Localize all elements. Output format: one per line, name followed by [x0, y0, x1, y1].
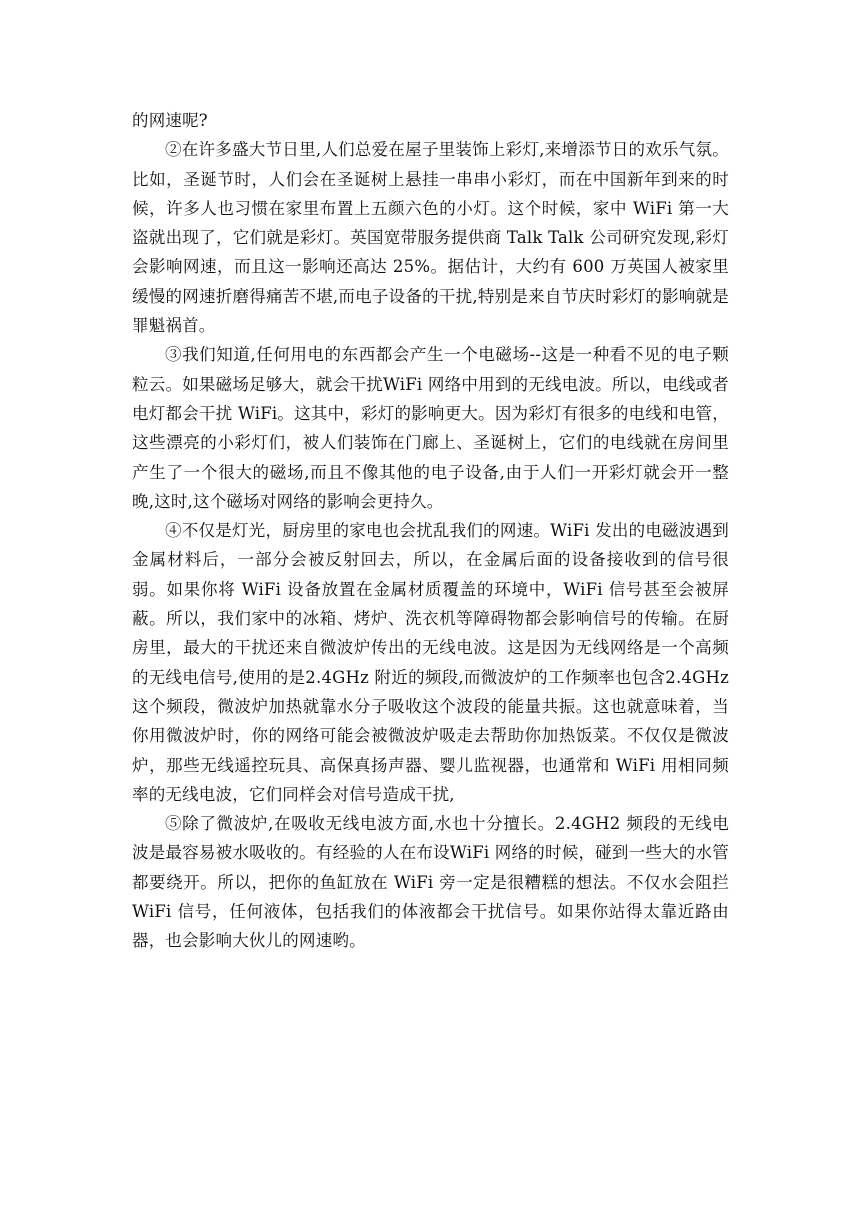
paragraph-continuation: 的网速呢? [132, 111, 208, 130]
paragraph-5: ⑤除了微波炉,在吸收无线电波方面,水也十分擅长。2.4GH2 频段的无线电波是最容易被水吸收的。有经验的人在布设WiFi 网络的时候，碰到一些大的水管都要绕开。所以，把你的鱼缸放在 WiFi 旁一定是很糟糕的想法。不仅水会阻拦 WiFi 信号，任何液体，包括我们的体液都会干扰信号。如果你站得太靠近路由器，也会影响大伙儿的网速哟。 [132, 814, 729, 951]
paragraph-3: ③我们知道,任何用电的东西都会产生一个电磁场--这是一种看不见的电子颗粒云。如果磁场足够大，就会干扰WiFi 网络中用到的无线电波。所以，电线或者电灯都会干扰 WiFi。这其中，彩灯的影响更大。因为彩灯有很多的电线和电管，这些漂亮的小彩灯们，被人们装饰在门廊上、圣诞树上，它们的电线就在房间里产生了一个很大的磁场,而且不像其他的电子设备,由于人们一开彩灯就会开一整晚,这时,这个磁场对网络的影响会更持久。 [132, 345, 729, 511]
paragraph-2: ②在许多盛大节日里,人们总爱在屋子里装饰上彩灯,来增添节日的欢乐气氛。比如，圣诞节时，人们会在圣诞树上悬挂一串串小彩灯，而在中国新年到来的时候，许多人也习惯在家里布置上五颜六色的小灯。这个时候，家中 WiFi 第一大盗就出现了，它们就是彩灯。英国宽带服务提供商 Talk Talk 公司研究发现,彩灯会影响网速，而且这一影响还高达 25%。据估计，大约有 600 万英国人被家里缓慢的网速折磨得痛苦不堪,而电子设备的干扰,特别是来自节庆时彩灯的影响就是罪魁祸首。 [132, 140, 729, 336]
paragraph-4: ④不仅是灯光，厨房里的家电也会扰乱我们的网速。WiFi 发出的电磁波遇到金属材料后，一部分会被反射回去，所以，在金属后面的设备接收到的信号很弱。如果你将 WiFi 设备放置在金属材质覆盖的环境中，WiFi 信号甚至会被屏蔽。所以，我们家中的冰箱、烤炉、洗衣机等障碍物都会影响信号的传输。在厨房里，最大的干扰还来自微波炉传出的无线电波。这是因为无线网络是一个高频的无线电信号,使用的是2.4GHz 附近的频段,而微波炉的工作频率也包含2.4GHz 这个频段，微波炉加热就靠水分子吸收这个波段的能量共振。这也就意味着，当你用微波炉时，你的网络可能会被微波炉吸走去帮助你加热饭菜。不仅仅是微波炉，那些无线遥控玩具、高保真扬声器、婴儿监视器，也通常和 WiFi 用相同频率的无线电波，它们同样会对信号造成干扰, [132, 521, 729, 804]
article-body [132, 106, 729, 956]
